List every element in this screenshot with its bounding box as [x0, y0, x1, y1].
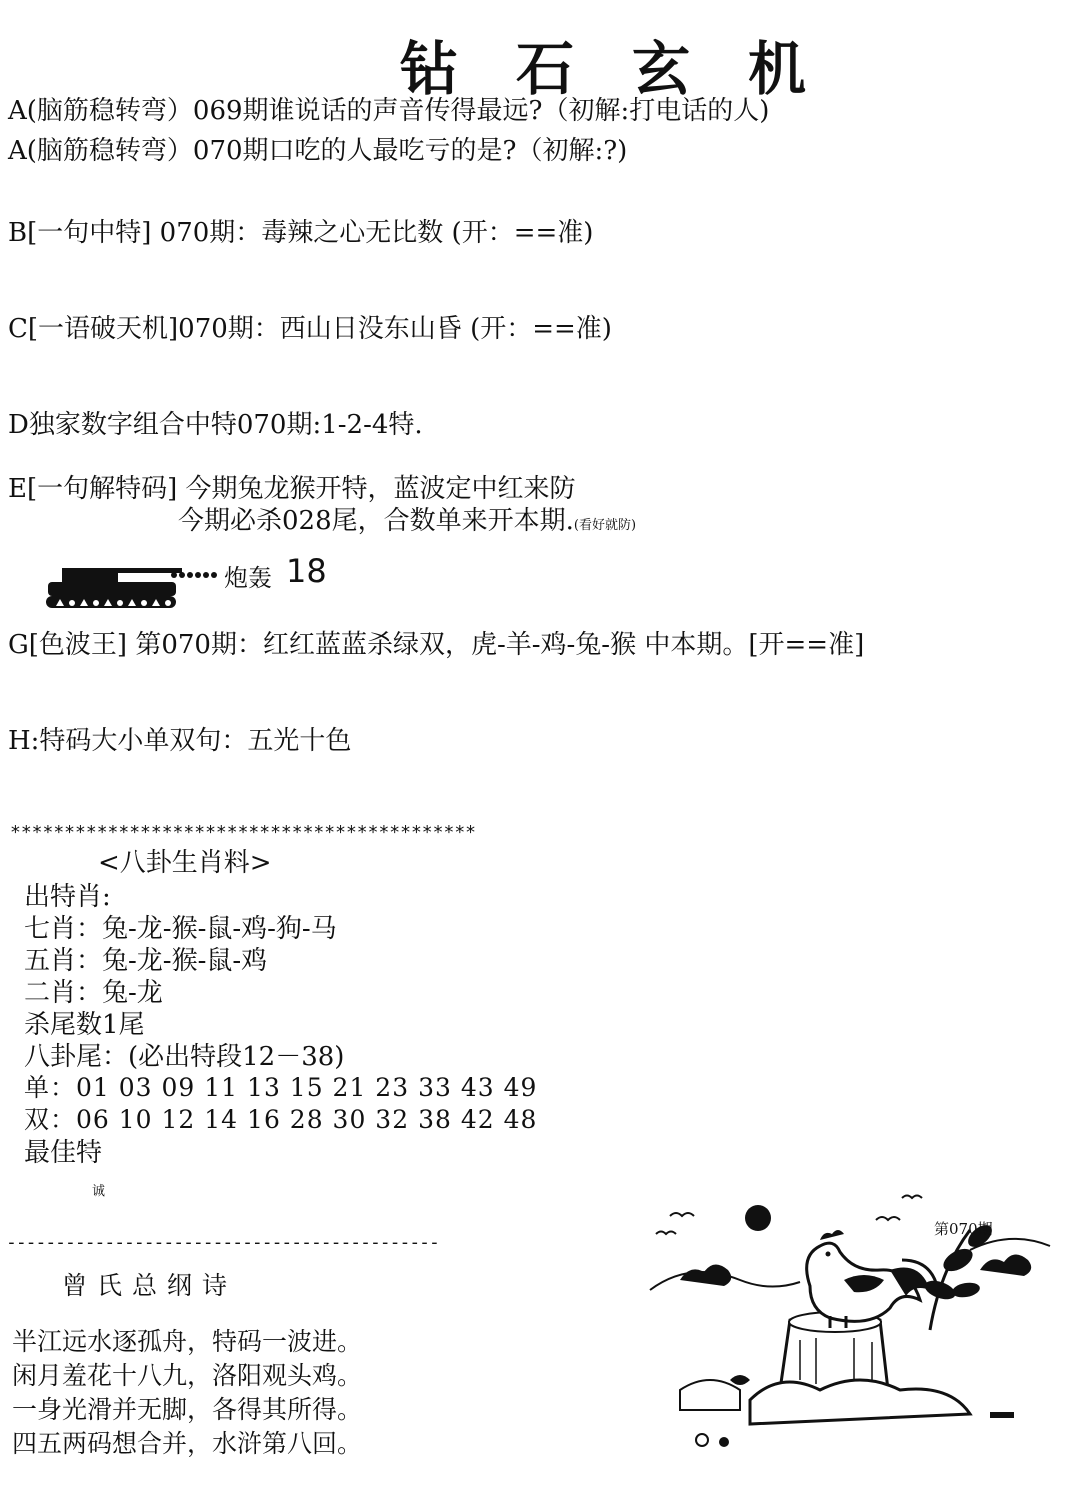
bagua-item: 出特肖: [24, 882, 111, 912]
line-e2-text: 今期必杀028尾，合数单来开本期. [178, 506, 574, 536]
line-e2 [178, 500, 636, 537]
line-h: H:特码大小单双句：五光十色 [8, 726, 352, 756]
line-b: B[一句中特] 070期：毒辣之心无比数 (开：==准) [8, 218, 594, 248]
bagua-item: 七肖：兔-龙-猴-鼠-鸡-狗-马 [24, 914, 337, 944]
line-a1: A(脑筋稳转弯）069期谁说话的声音传得最远?（初解:打电话的人) [8, 96, 770, 126]
bagua-heading: <八卦生肖料> [98, 848, 272, 878]
line-g: G[色波王] 第070期：红红蓝蓝杀绿双，虎-羊-鸡-兔-猴 中本期。[开==准] [8, 630, 865, 660]
small-mark: 诚 [92, 1184, 106, 1199]
poem-line: 闲月羞花十八九，洛阳观头鸡。 [12, 1361, 363, 1390]
bagua-item: 五肖：兔-龙-猴-鼠-鸡 [24, 946, 268, 976]
line-e1: E[一句解特码] 今期兔龙猴开特，蓝波定中红来防 [8, 474, 576, 504]
issue-tag: 第070期 [934, 1220, 993, 1238]
bagua-item: 单：01 03 09 11 13 15 21 23 33 43 49 [24, 1073, 538, 1102]
line-c: C[一语破天机]070期：西山日没东山昏 (开：==准) [8, 314, 612, 344]
dashed-divider: -------------------------------------------- [6, 1232, 439, 1253]
stars-divider: ******************************************* [10, 822, 476, 843]
bagua-item: 二肖：兔-龙 [24, 978, 163, 1008]
bagua-item: 八卦尾：(必出特段12－38) [24, 1042, 345, 1072]
line-e2-note: (看好就防) [573, 518, 637, 533]
bagua-item: 最佳特 [24, 1138, 103, 1168]
poem-title: 曾氏总纲诗 [62, 1271, 238, 1300]
bagua-item: 双：06 10 12 14 16 28 30 32 38 42 48 [24, 1105, 538, 1134]
poem-line: 四五两码想合并，水浒第八回。 [12, 1429, 363, 1458]
line-a2: A(脑筋稳转弯）070期口吃的人最吃亏的是?（初解:?) [8, 136, 628, 166]
poem-line: 一身光滑并无脚，各得其所得。 [12, 1395, 363, 1424]
page-title: 钻石玄机 [400, 35, 865, 103]
cannon-shot-dots [170, 566, 222, 578]
line-d: D独家数字组合中特070期:1-2-4特. [8, 410, 423, 440]
poem-line: 半江远水逐孤舟，特码一波进。 [12, 1327, 363, 1356]
bagua-item: 杀尾数1尾 [24, 1010, 145, 1040]
cannon-number: 18 [286, 552, 327, 590]
cannon-label: 炮轰 [224, 564, 272, 592]
tank-cannon-icon [42, 558, 182, 614]
rooster-illustration [640, 1190, 1060, 1460]
